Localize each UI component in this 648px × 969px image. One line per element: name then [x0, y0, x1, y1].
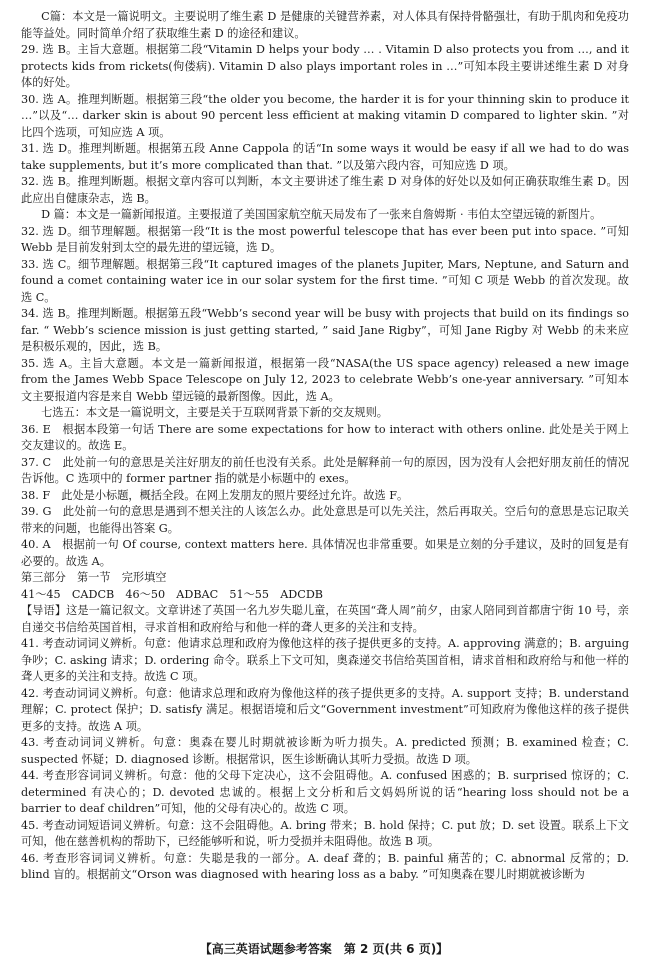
answer-38: 38. F 此处是小标题，概括全段。在网上发朋友的照片要经过允许。故选 F。	[21, 488, 409, 502]
answer-35: 35. 选 A。主旨大意题。本文是一篇新闻报道，根据第一段“NASA(the US space agency) released a new image from the James Webb Space Telescope on July 12, 2023 to celebrate Webb’s one-year anniversary. ”可知本文主要报道内容是来自 Webb 望远镜的最新图像。因此，选 A。	[21, 356, 629, 403]
answer-key-content	[21, 9, 629, 884]
answer-31: 31. 选 D。推理判断题。根据第五段 Anne Cappola 的话“In some ways it would be easy if all we had to do was take supplements, but it’s more complicated than that. ”以及第六段内容，可知应选 D 项。	[21, 142, 629, 172]
answer-29: 29. 选 B。主旨大意题。根据第二段“Vitamin D helps your body … . Vitamin D also protects you from …, and it protects kids from rickets(佝偻病). Vitamin D also plays important roles in …”可知本段主要讲述维生素 D 对身体的好处。	[21, 43, 629, 89]
answer-36: 36. E 根据本段第一句话 There are some expectations for how to interact with others online. 此处是关于网上交友建议的。故选 E。	[21, 422, 629, 452]
cloze-answers: 41～45 CADCB 46～50 ADBAC 51～55 ADCDB	[21, 587, 324, 601]
passage-d-summary: D 篇：本文是一篇新闻报道。主要报道了美国国家航空航天局发布了一张来自詹姆斯 · 韦伯太空望远镜的新图片。	[41, 208, 602, 221]
seven-choose-five-summary: 七选五：本文是一篇说明文，主要是关于互联网背景下新的交友规则。	[41, 406, 388, 419]
answer-37: 37. C 此处前一句的意思是关注好朋友的前任也没有关系。此处是解释前一句的原因，因为没有人会把好朋友前任的情况告诉他。C 选项中的 former partner 指的就是小标题中的 exes。	[21, 455, 629, 485]
answer-41: 41. 考查动词词义辨析。句意：他请求总理和政府为像他这样的孩子提供更多的支持。A. approving 满意的；B. arguing 争吵；C. asking 请求；D. ordering 命令。联系上下文可知，奥森递交书信给英国首相，请求首相和政府给与和他一样的聋人更多的关注和支持。故选 C 项。	[21, 637, 629, 683]
answer-43: 43. 考查动词词义辨析。句意：奥森在婴儿时期就被诊断为听力损失。A. predicted 预测；B. examined 检查；C. suspected 怀疑；D. diagnosed 诊断。根据常识，医生诊断确认其听力受损。故选 D 项。	[21, 736, 629, 766]
answer-40: 40. A 根据前一句 Of course, context matters here. 具体情况也非常重要。如果是立刻的分手建议，及时的回复是有必要的。故选 A。	[21, 538, 629, 568]
answer-46: 46. 考查形容词词义辨析。句意：失聪是我的一部分。A. deaf 聋的；B. painful 痛苦的；C. abnormal 反常的；D. blind 盲的。根据前文“Orson was diagnosed with hearing loss as a baby. ”可知奥森在婴儿时期就被诊断为	[21, 851, 629, 881]
answer-30: 30. 选 A。推理判断题。根据第三段“the older you become, the harder it is for your thinning skin to produce it …”以及“… darker skin is about 90 percent less efficient at making vitamin D compared to lighter skin. ”对比四个选项，可知应选 A 项。	[21, 92, 629, 139]
answer-42: 42. 考查动词词义辨析。句意：他请求总理和政府为像他这样的孩子提供更多的支持。A. support 支持；B. understand 理解；C. protect 保护；D. satisfy 满足。根据语境和后文“Government investment”可知政府为像他这样的孩子提供更多的支持。故选 A 项。	[21, 686, 629, 733]
answer-32-d: 32. 选 D。细节理解题。根据第一段“It is the most powerful telescope that has ever been put into space. ”可知 Webb 是目前发射到太空的最先进的望远镜，选 D。	[21, 224, 629, 254]
answer-33: 33. 选 C。细节理解题。根据第三段“It captured images of the planets Jupiter, Mars, Neptune, and Saturn and found a comet containing water ice in our solar system for the first time. ”可知 C 项是 Webb 的首次发现。故选 C。	[21, 257, 629, 304]
answer-34: 34. 选 B。推理判断题。根据第五段“Webb’s second year will be busy with projects that build on its findings so far. “ Webb’s science mission is just getting started, ” said Jane Rigby”，可知 Jane Rigby 对 Webb 的未来应是积极乐观的，因此，选 B。	[21, 307, 629, 353]
answer-32-c: 32. 选 B。推理判断题。根据文章内容可以判断，本文主要讲述了维生素 D 对身体的好处以及如何正确获取维生素 D。因此应出自健康杂志，选 B。	[21, 175, 629, 205]
answer-39: 39. G 此处前一句的意思是遇到不想关注的人该怎么办。此处意思是可以先关注，然后再取关。空后句的意思是忘记取关带来的问题，也能得出答案 G。	[21, 505, 629, 535]
cloze-intro: 【导语】这是一篇记叙文。文章讲述了英国一名九岁失聪儿童，在英国“聋人周”前夕，由家人陪同到首都唐宁街 10 号，亲自递交书信给英国首相，寻求首相和政府给与和他一样的聋人更多的关注和支持。	[21, 604, 629, 634]
passage-c-summary: C篇：本文是一篇说明文。主要说明了维生素 D 是健康的关键营养素，对人体具有保持骨骼强壮，有助于肌肉和免疫功能等益处。同时简单介绍了获取维生素 D 的途径和建议。	[21, 10, 629, 40]
answer-45: 45. 考查动词短语词义辨析。句意：这不会阻碍他。A. bring 带来；B. hold 保持；C. put 放；D. set 设置。联系上下文可知，他在慈善机构的帮助下，已经能够听和说，听力受损并未阻碍他。故选 B 项。	[21, 818, 629, 848]
section-heading: 第三部分 第一节 完形填空	[21, 571, 167, 584]
page-footer: 【高三英语试题参考答案 第 2 页(共 6 页)】	[199, 942, 449, 956]
answer-44: 44. 考查形容词词义辨析。句意：他的父母下定决心，这不会阻碍他。A. confused 困惑的；B. surprised 惊讶的；C. determined 有决心的；D. devoted 忠诚的。根据上文分析和后文妈妈所说的话“hearing loss should not be a barrier to deaf children”可知，他的父母有决心的。故选 C 项。	[21, 769, 629, 815]
